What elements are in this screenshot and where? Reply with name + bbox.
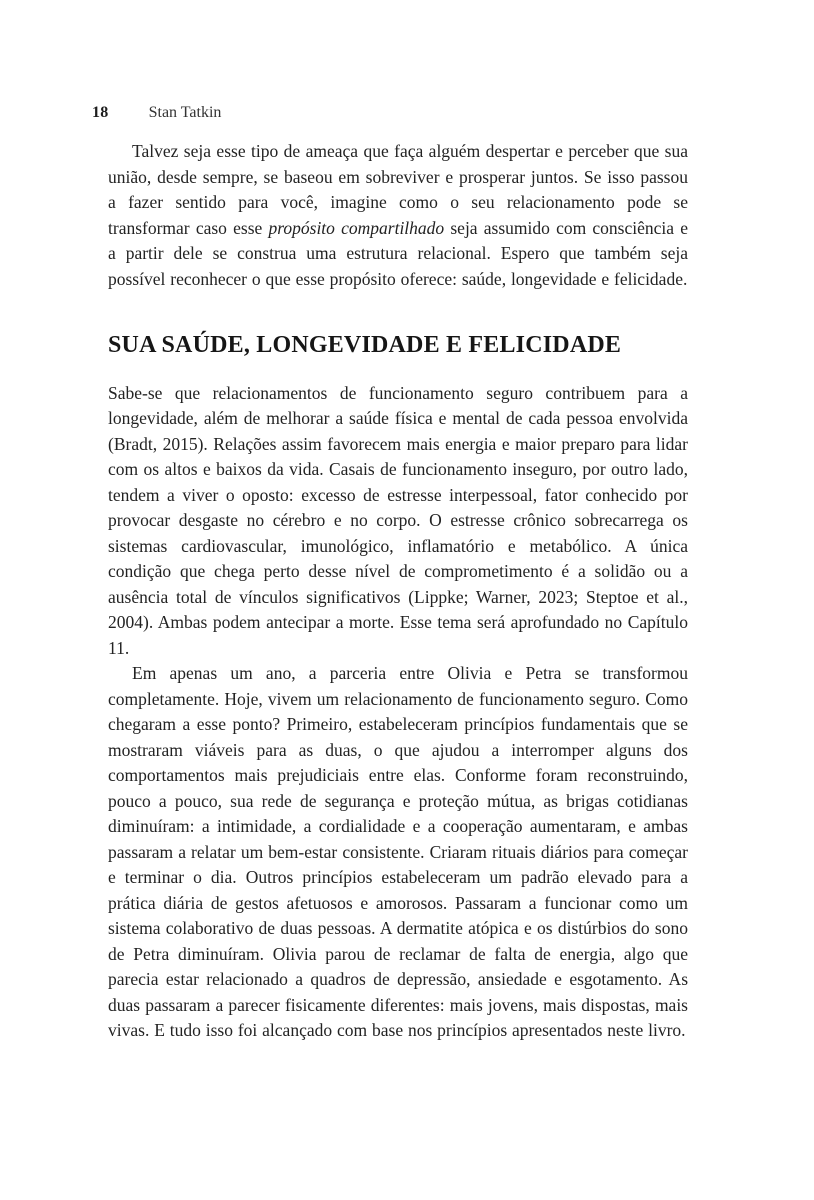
page-body [108, 139, 688, 1044]
paragraph-health-longevity: Sabe-se que relacionamentos de funcionamento seguro contribuem para a longevidade, além de melhorar a saúde física e mental de cada pessoa envolvida (Bradt, 2015). Relações assim favorecem mais energia e maior preparo para lidar com os altos e baixos da vida. Casais de funcionamento inseguro, por outro lado, tendem a viver o oposto: excesso de estresse interpessoal, fator conhecido por provocar desgaste no cérebro e no corpo. O estresse crônico sobrecarrega os sistemas cardiovascular, imunológico, inflamatório e metabólico. A única condição que chega perto desse nível de comprometimento é a solidão ou a ausência total de vínculos significativos (Lippke; Warner, 2023; Steptoe et al., 2004). Ambas podem antecipar a morte. Esse tema será aprofundado no Capítulo 11. [108, 382, 688, 658]
page-header [92, 103, 221, 122]
paragraph-intro: Talvez seja esse tipo de ameaça que faça alguém despertar e perceber que sua união, desde sempre, se baseou em sobreviver e prosperar juntos. Se isso passou a fazer sentido para você, imagine como o seu relacionamento pode se transformar caso esse propósito compartilhado seja assumido com consciência e a partir dele se construa uma estrutura relacional. Espero que também seja possível reconhecer o que esse propósito oferece: saúde, longevidade e felicidade. [108, 141, 688, 289]
section-heading: SUA SAÚDE, LONGEVIDADE E FELICIDADE [108, 332, 622, 358]
page-number: 18 [92, 104, 109, 121]
running-title: Stan Tatkin [148, 104, 222, 121]
paragraph-olivia-petra: Em apenas um ano, a parceria entre Olivia e Petra se transformou completamente. Hoje, vivem um relacionamento de funcionamento seguro. Como chegaram a esse ponto? Primeiro, estabeleceram princípios fundamentais que se mostraram viáveis para as duas, o que ajudou a interromper alguns dos comportamentos mais prejudiciais entre elas. Conforme foram reconstruindo, pouco a pouco, sua rede de segurança e proteção mútua, as brigas cotidianas diminuíram: a intimidade, a cordialidade e a cooperação aumentaram, e ambas passaram a relatar um bem-estar consistente. Criaram rituais diários para começar e terminar o dia. Outros princípios estabeleceram um padrão elevado para a prática diária de gestos afetuosos e amorosos. Passaram a funcionar como um sistema colaborativo de duas pessoas. A dermatite atópica e os distúrbios do sono de Petra diminuíram. Olivia parou de reclamar de falta de energia, algo que parecia estar relacionado a quadros de depressão, ansiedade e esgotamento. As duas passaram a parecer fisicamente diferentes: mais jovens, mais dispostas, mais vivas. E tudo isso foi alcançado com base nos princípios apresentados neste livro. [108, 663, 688, 1041]
